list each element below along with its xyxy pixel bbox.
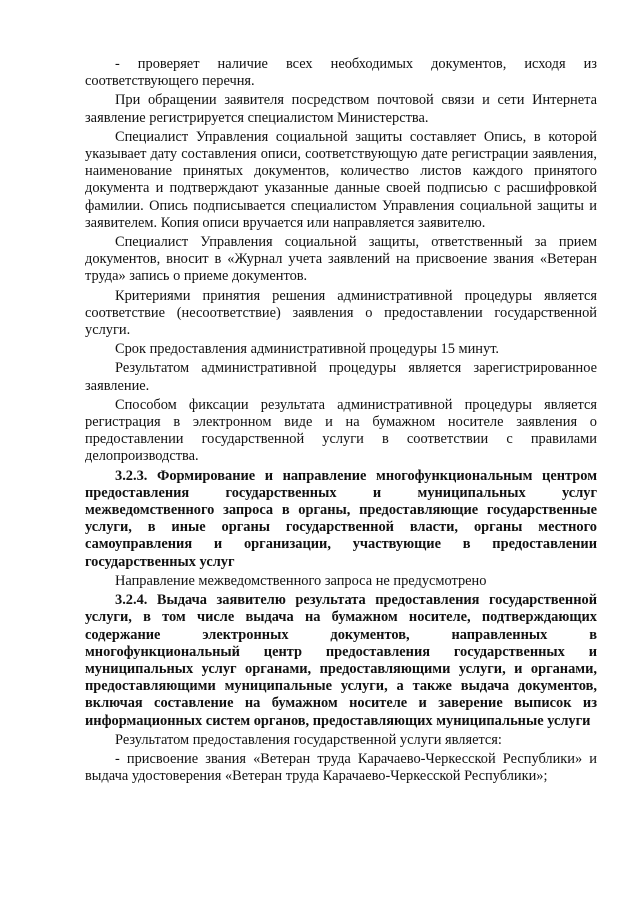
paragraph-result-intro: Результатом предоставления государственной услуги является: <box>115 731 502 748</box>
paragraph-fixation: Способом фиксации результата административной процедуры является регистрация в электронном виде и на бумажном носителе заявления о предоставлении государственной услуги в соответствии с правилами делопроизводства. <box>85 396 597 465</box>
paragraph-criteria: Критериями принятия решения административной процедуры является соответствие (несоответствие) заявления о предоставлении государственной услуги. <box>85 287 597 339</box>
paragraph-postal-registration: При обращении заявителя посредством почтовой связи и сети Интернета заявление регистрируется специалистом Министерства. <box>85 92 597 126</box>
paragraph-no-request: Направление межведомственного запроса не предусмотрено <box>115 572 487 589</box>
section-heading-3-2-4: 3.2.4. Выдача заявителю результата предоставления государственной услуги, в том числе выдача на бумажном носителе, подтверждающих содержание электронных документов, направленных в многофункциональный центр предоставления государственных и муниципальных услуг органами, предоставляющими услуги, и органами, предоставляющими муниципальные услуги, а также выдача документов, включая составление на бумажном носителе и заверение выписок из информационных систем органов, предоставляющих муниципальные услуги <box>85 592 597 729</box>
paragraph-duration: Срок предоставления административной процедуры 15 минут. <box>115 341 500 358</box>
paragraph-check-documents: - проверяет наличие всех необходимых документов, исходя из соответствующего перечня. <box>85 56 597 90</box>
paragraph-result: Результатом административной процедуры является зарегистрированное заявление. <box>85 360 597 394</box>
paragraph-result-item: - присвоение звания «Ветеран труда Карачаево-Черкесской Республики» и выдача удостоверения «Ветеран труда Карачаево-Черкесской Республики»; <box>85 750 597 785</box>
section-heading-3-2-3: 3.2.3. Формирование и направление многофункциональным центром предоставления государственных и муниципальных услуг межведомственного запроса в органы, предоставляющие государственные услуги, в иные органы государственной власти, органы местного самоуправления и организации, участвующие в предоставлении государственных услуг <box>85 467 597 570</box>
document-page <box>85 56 597 787</box>
paragraph-inventory: Специалист Управления социальной защиты составляет Опись, в которой указывает дату составления описи, соответствующую дате регистрации заявления, наименование принятых документов, количество листов каждого принятого документа и подтверждают указанные данные своей подписью с расшифровкой фамилии. Опись подписывается специалистом Управления социальной защиты и заявителем. Копия описи вручается или направляется заявителю. <box>85 128 597 231</box>
paragraph-journal: Специалист Управления социальной защиты, ответственный за прием документов, вносит в «Журнал учета заявлений на присвоение звания «Ветеран труда» запись о приеме документов. <box>85 234 597 285</box>
